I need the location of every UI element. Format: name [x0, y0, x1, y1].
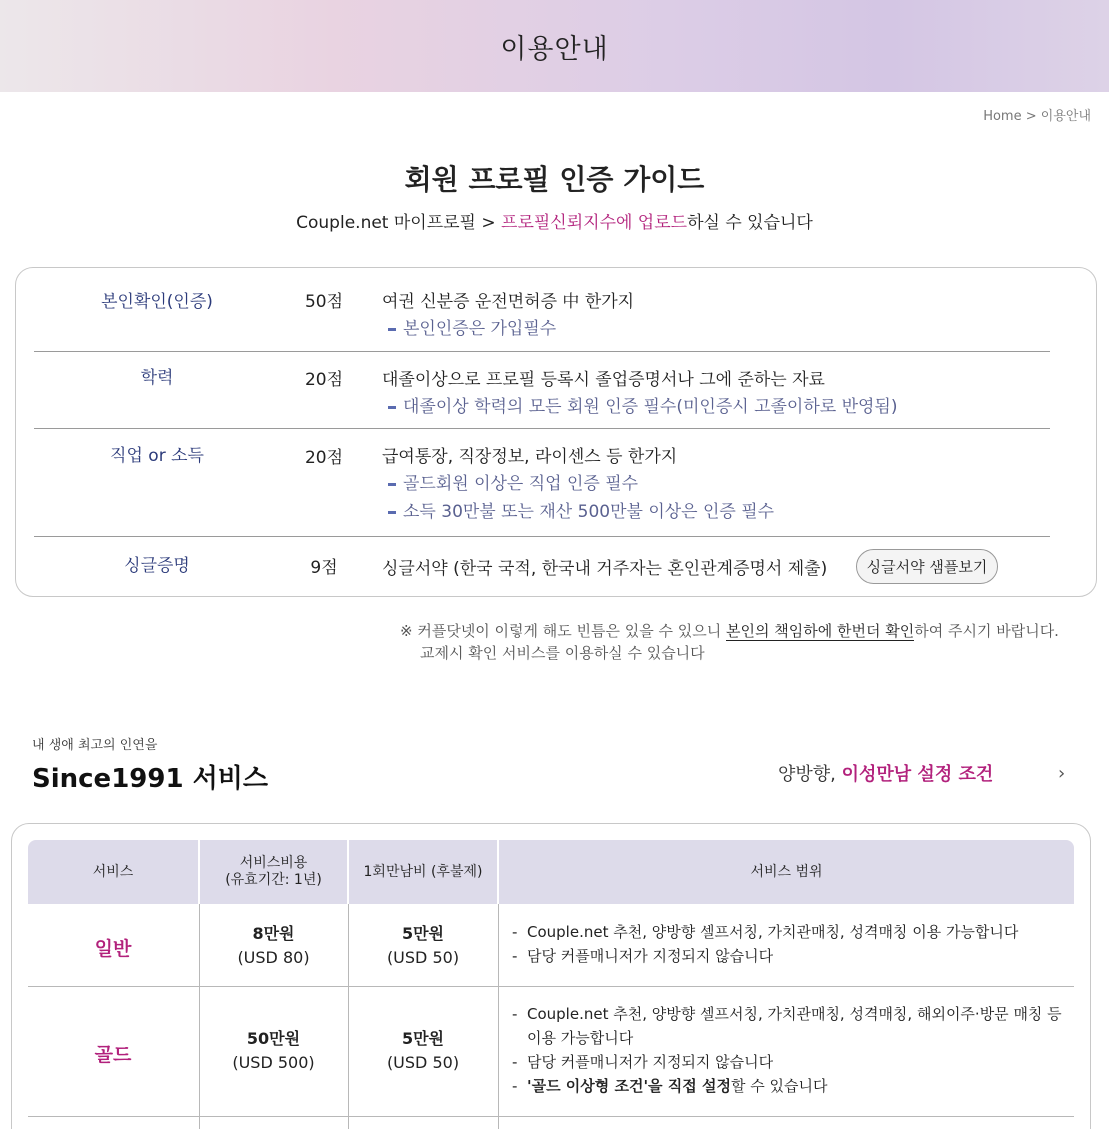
row-divider	[28, 1116, 1074, 1117]
table-header-meeting-fee: 1회만남비 (후불제)	[349, 840, 497, 904]
table-header-service: 서비스	[28, 840, 198, 904]
service-tier-name: 골드	[94, 1044, 132, 1066]
verification-notice: ※ 커플닷넷이 이렇게 해도 빈틈은 있을 수 있으니 본인의 책임하에 한번더 확인하여 주시기 바랍니다. 교제시 확인 서비스를 이용하실 수 있습니다	[400, 622, 1059, 662]
verification-note: 골드회원 이상은 직업 인증 필수	[388, 469, 638, 494]
service-tier-name: 일반	[94, 938, 132, 960]
list-item: - '골드 이상형 조건'을 직접 설정할 수 있습니다	[512, 1074, 1067, 1098]
notice-emphasis: 본인의 책임하에 한번더 확인	[726, 622, 915, 640]
matching-conditions-link[interactable]: 양방향, 이성만남 설정 조건	[778, 764, 994, 785]
service-scope-list	[512, 1002, 1067, 1098]
verification-desc: 여권 신분증 운전면허증 中 한가지	[382, 292, 635, 312]
verification-desc: 급여통장, 직장정보, 라이센스 등 한가지	[382, 447, 678, 467]
breadcrumb: Home > 이용안내	[983, 109, 1091, 124]
verification-note: 소득 30만불 또는 재산 500만불 이상은 인증 필수	[388, 497, 774, 522]
guide-subtitle-highlight: 프로필신뢰지수에 업로드	[501, 213, 688, 233]
guide-title: 회원 프로필 인증 가이드	[404, 163, 705, 196]
divider	[34, 351, 1050, 352]
verification-name: 학력	[140, 368, 174, 388]
verification-note: 대졸이상 학력의 모든 회원 인증 필수(미인증시 고졸이하로 반영됨)	[388, 392, 898, 417]
service-fee: 8만원 (USD 80)	[237, 924, 310, 967]
verification-points: 50점	[304, 292, 344, 312]
table-header-fee: 서비스비용 (유효기간: 1년)	[200, 840, 347, 904]
verification-points: 20점	[304, 370, 344, 390]
divider	[34, 428, 1050, 429]
list-item: - 담당 커플매니저가 지정되지 않습니다	[512, 1050, 1067, 1074]
list-item: - Couple.net 추천, 양방향 셀프서칭, 가치관매칭, 성격매칭 이용 가능합니다	[512, 920, 1067, 944]
verification-desc: 대졸이상으로 프로필 등록시 졸업증명서나 그에 준하는 자료	[382, 370, 825, 390]
section-eyebrow: 내 생애 최고의 인연을	[32, 738, 158, 753]
verification-name: 싱글증명	[124, 556, 190, 576]
meeting-fee: 5만원 (USD 50)	[386, 924, 460, 967]
list-item: - Couple.net 추천, 양방향 셀프서칭, 가치관매칭, 성격매칭, 해외이주·방문 매칭 등 이용 가능합니다	[512, 1002, 1067, 1050]
single-pledge-sample-button[interactable]: 싱글서약 샘플보기	[856, 549, 998, 584]
meeting-fee: 5만원 (USD 50)	[386, 1029, 460, 1072]
service-fee: 50만원 (USD 500)	[232, 1029, 315, 1072]
section-title: Since1991 서비스	[32, 764, 268, 794]
row-divider	[28, 986, 1074, 987]
verification-name: 본인확인(인증)	[101, 292, 213, 312]
chevron-right-icon[interactable]: ›	[1058, 763, 1066, 784]
divider	[34, 536, 1050, 537]
verification-points: 20점	[304, 448, 344, 468]
guide-subtitle: Couple.net 마이프로필 > 프로필신뢰지수에 업로드하실 수 있습니다	[296, 213, 813, 233]
breadcrumb-home[interactable]: Home	[983, 109, 1022, 124]
breadcrumb-current: 이용안내	[1040, 109, 1091, 124]
column-divider	[498, 904, 499, 1129]
page-title: 이용안내	[500, 33, 609, 65]
verification-note: 본인인증은 가입필수	[388, 314, 556, 339]
list-item: - 담당 커플매니저가 지정되지 않습니다	[512, 944, 1067, 968]
verification-name: 직업 or 소득	[110, 446, 204, 466]
verification-points: 9점	[310, 558, 338, 578]
page-banner	[0, 0, 1109, 92]
verification-desc: 싱글서약 (한국 국적, 한국내 거주자는 혼인관계증명서 제출)	[382, 559, 828, 579]
table-header-scope: 서비스 범위	[499, 840, 1074, 904]
service-scope-list	[512, 920, 1067, 968]
